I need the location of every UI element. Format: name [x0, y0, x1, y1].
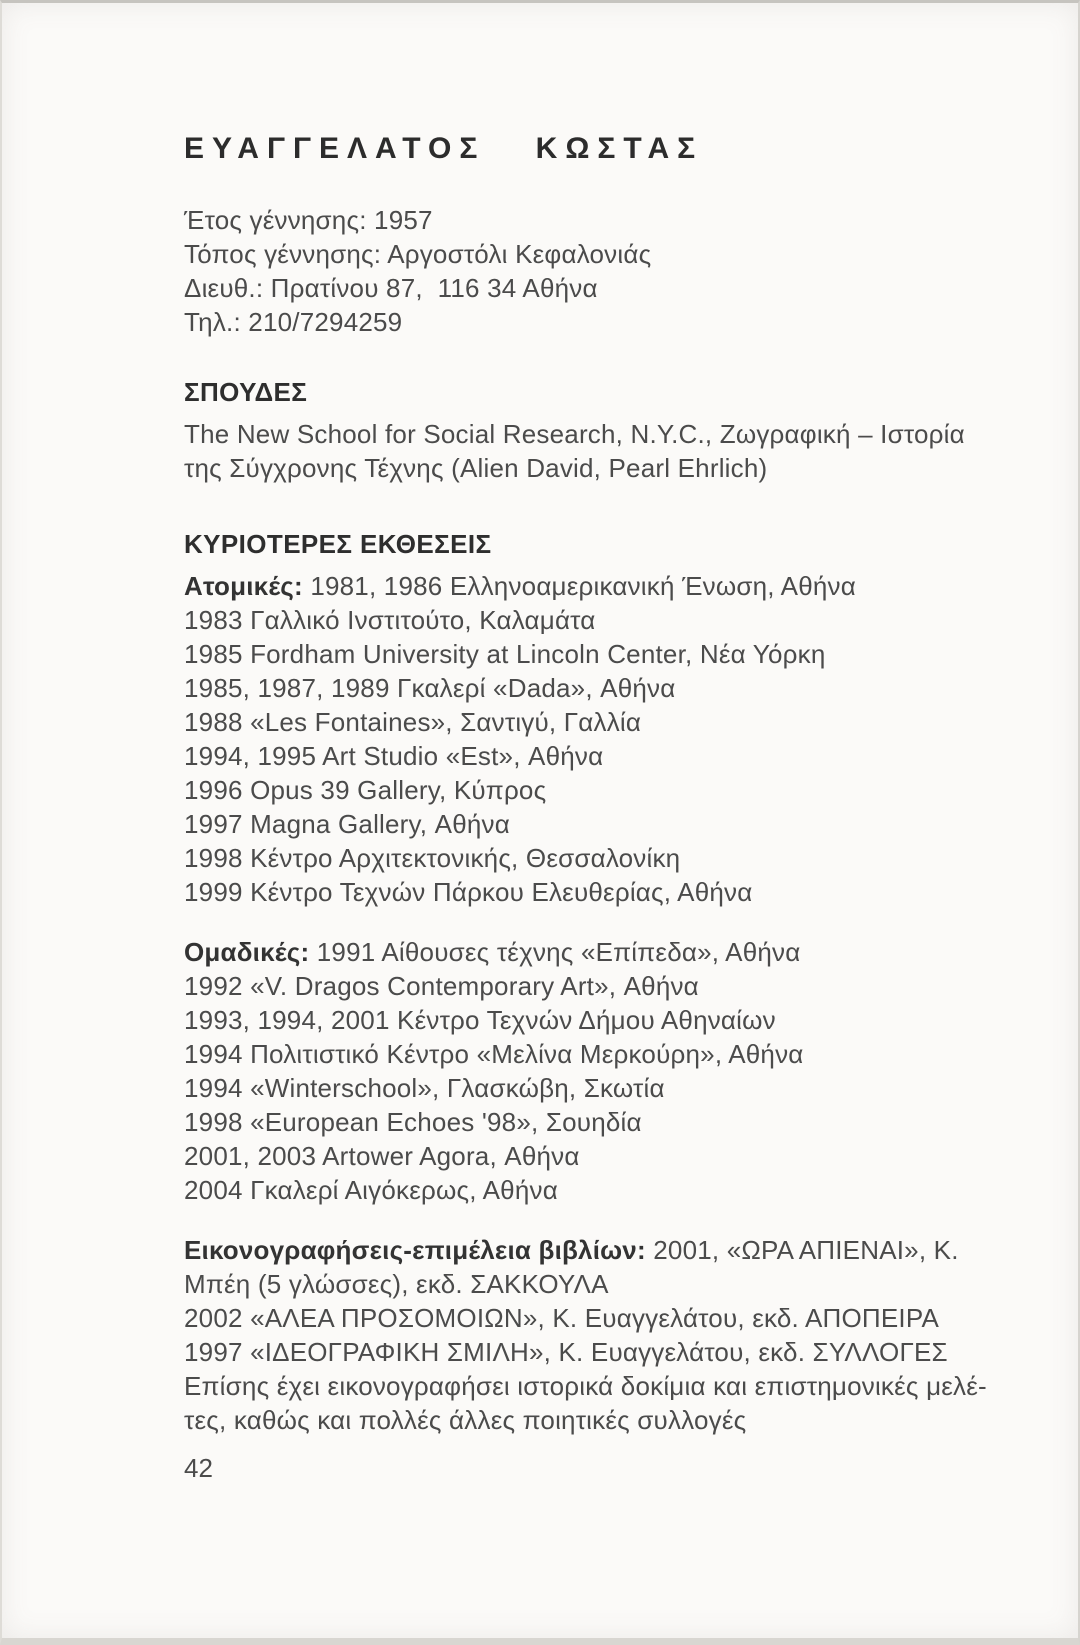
studies-line: της Σύγχρονης Τέχνης (Alien David, Pearl Ehrlich)	[184, 453, 768, 483]
group-entry: 1991 Αίθουσες τέχνης «Επίπεδα», Αθήνα	[309, 937, 801, 967]
group-entry: 2004 Γκαλερί Αιγόκερως, Αθήνα	[184, 1175, 558, 1205]
solo-exhibitions-first-line	[184, 569, 992, 603]
page-content	[184, 131, 992, 1485]
bio-address: Διευθ.: Πρατίνου 87, 116 34 Αθήνα	[184, 273, 598, 303]
solo-entry: 1985, 1987, 1989 Γκαλερί «Dada», Αθήνα	[184, 673, 676, 703]
solo-entry: 1981, 1986 Ελληνοαμερικανική Ένωση, Αθήνα	[302, 571, 856, 601]
solo-entry: 1983 Γαλλικό Ινστιτούτο, Καλαμάτα	[184, 605, 596, 635]
group-label: Ομαδικές:	[184, 937, 310, 967]
bio-birth-year: Έτος γέννησης: 1957	[184, 205, 433, 235]
group-entry: 1994 Πολιτιστικό Κέντρο «Μελίνα Μερκούρη», Αθήνα	[184, 1039, 804, 1069]
solo-entry: 1996 Opus 39 Gallery, Κύπρος	[184, 775, 547, 805]
page-number: 42	[184, 1453, 213, 1483]
illustrations-entry: 2002 «ΑΛΕΑ ΠΡΟΣΟΜΟΙΩΝ», Κ. Ευαγγελάτου, εκδ. ΑΠΟΠΕΙΡΑ	[184, 1303, 940, 1333]
illustrations-block	[184, 1233, 992, 1437]
solo-entry: 1994, 1995 Art Studio «Est», Αθήνα	[184, 741, 604, 771]
illustrations-entry: τες, καθώς και πολλές άλλες ποιητικές συλλογές	[184, 1405, 747, 1435]
group-entry: 1993, 1994, 2001 Κέντρο Τεχνών Δήμου Αθηναίων	[184, 1005, 776, 1035]
illustrations-first-line	[184, 1233, 992, 1267]
bio-phone: Τηλ.: 210/7294259	[184, 307, 403, 337]
bio-block	[184, 203, 992, 339]
solo-label: Ατομικές:	[184, 571, 303, 601]
illustrations-entry: 2001, «ΩΡΑ ΑΠΙΕΝΑΙ», Κ.	[645, 1235, 959, 1265]
studies-block	[184, 417, 992, 485]
studies-heading: ΣΠΟΥΔΕΣ	[184, 377, 308, 407]
illustrations-entry: Μπέη (5 γλώσσες), εκδ. ΣΑΚΚΟΥΛΑ	[184, 1269, 609, 1299]
exhibitions-heading: ΚΥΡΙΟΤΕΡΕΣ ΕΚΘΕΣΕΙΣ	[184, 529, 492, 559]
group-entry: 1992 «V. Dragos Contemporary Art», Αθήνα	[184, 971, 699, 1001]
solo-entry: 1998 Κέντρο Αρχιτεκτονικής, Θεσσαλονίκη	[184, 843, 681, 873]
group-entry: 1998 «European Echoes '98», Σουηδία	[184, 1107, 642, 1137]
illustrations-entry: 1997 «ΙΔΕΟΓΡΑΦΙΚΗ ΣΜΙΛΗ», Κ. Ευαγγελάτου, εκδ. ΣΥΛΛΟΓΕΣ	[184, 1337, 948, 1367]
solo-entry: 1997 Magna Gallery, Αθήνα	[184, 809, 510, 839]
bio-birth-place: Τόπος γέννησης: Αργοστόλι Κεφαλονιάς	[184, 239, 652, 269]
group-entry: 2001, 2003 Artower Agora, Αθήνα	[184, 1141, 580, 1171]
group-exhibitions-block	[184, 935, 992, 1207]
solo-entry: 1985 Fordham University at Lincoln Center, Νέα Υόρκη	[184, 639, 826, 669]
illustrations-label: Εικονογραφήσεις-επιμέλεια βιβλίων:	[184, 1235, 646, 1265]
studies-line: The New School for Social Research, N.Y.C., Ζωγραφική – Ιστορία	[184, 419, 965, 449]
solo-entry: 1999 Κέντρο Τεχνών Πάρκου Ελευθερίας, Αθήνα	[184, 877, 753, 907]
artist-name-heading: ΕΥΑΓΓΕΛΑΤΟΣ ΚΩΣΤΑΣ	[184, 132, 704, 165]
solo-exhibitions-block	[184, 569, 992, 909]
illustrations-entry: Επίσης έχει εικονογραφήσει ιστορικά δοκίμια και επιστημονικές μελέ-	[184, 1371, 987, 1401]
solo-entry: 1988 «Les Fontaines», Σαντιγύ, Γαλλία	[184, 707, 642, 737]
group-exhibitions-first-line	[184, 935, 992, 969]
group-entry: 1994 «Winterschool», Γλασκώβη, Σκωτία	[184, 1073, 665, 1103]
